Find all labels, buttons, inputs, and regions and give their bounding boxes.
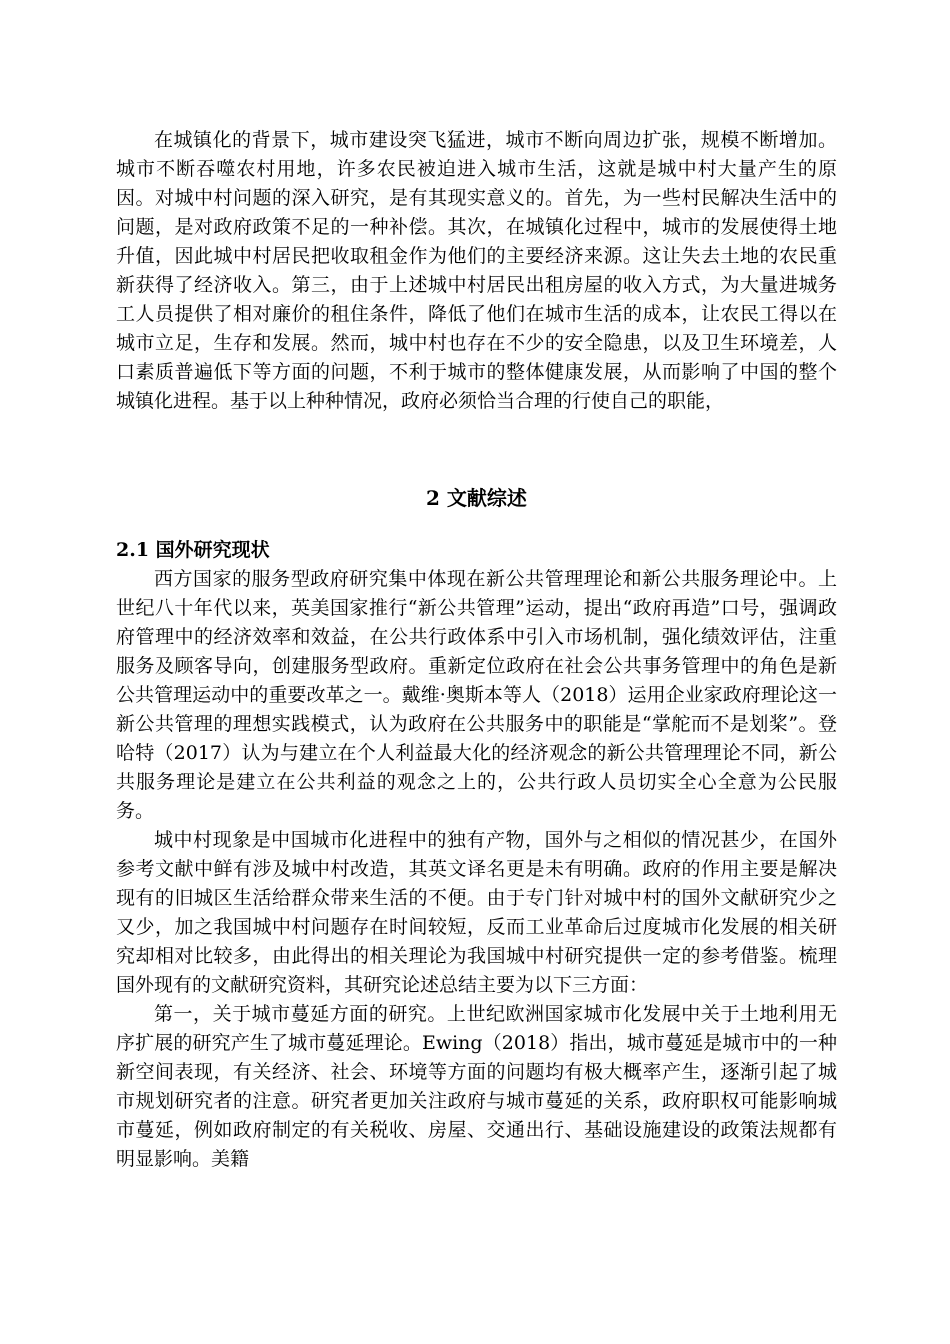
intro-paragraph: 在城镇化的背景下，城市建设突飞猛进，城市不断向周边扩张，规模不断增加。城市不断吞噬农村用地，许多农民被迫进入城市生活，这就是城中村大量产生的原因。对城中村问题的深入研究，是有其现实意义的。首先，为一些村民解决生活中的问题，是对政府政策不足的一种补偿。其次，在城镇化过程中，城市的发展使得土地升值，因此城中村居民把收取租金作为他们的主要经济来源。这让失去土地的农民重新获得了经济收入。第三，由于上述城中村居民出租房屋的收入方式，为大量进城务工人员提供了相对廉价的租住条件，降低了他们在城市生活的成本，让农民工得以在城市立足，生存和发展。然而，城中村也存在不少的安全隐患，以及卫生环境差，人口素质普遍低下等方面的问题，不利于城市的整体健康发展，从而影响了中国的整个城镇化进程。基于以上种种情况，政府必须恰当合理的行使自己的职能，: [116, 129, 837, 412]
body-paragraph: 第一，关于城市蔓延方面的研究。上世纪欧洲国家城市化发展中关于土地利用无序扩展的研究产生了城市蔓延理论。Ewing（2018）指出，城市蔓延是城市中的一种新空间表现，有关经济、社会、环境等方面的问题均有极大概率产生，逐渐引起了城市规划研究者的注意。研究者更加关注政府与城市蔓延的关系，政府职权可能影响城市蔓延，例如政府制定的有关税收、房屋、交通出行、基础设施建设的政策法规都有明显影响。美籍: [116, 1003, 837, 1170]
body-paragraph: 城中村现象是中国城市化进程中的独有产物，国外与之相似的情况甚少，在国外参考文献中鲜有涉及城中村改造，其英文译名更是未有明确。政府的作用主要是解决现有的旧城区生活给群众带来生活的不便。由于专门针对城中村的国外文献研究少之又少，加之我国城中村问题存在时间较短，反而工业革命后过度城市化发展的相关研究却相对比较多，由此得出的相关理论为我国城中村研究提供一定的参考借鉴。梳理国外现有的文献研究资料，其研究论述总结主要为以下三方面：: [116, 829, 837, 996]
section-title: 2 文献综述: [426, 486, 527, 510]
intro-section: [116, 126, 837, 416]
foreign-research-section: [116, 565, 837, 1174]
body-paragraph: 西方国家的服务型政府研究集中体现在新公共管理理论和新公共服务理论中。上世纪八十年代以来，英美国家推行“新公共管理”运动，提出“政府再造”口号，强调政府管理中的经济效率和效益，在公共行政体系中引入市场机制，强化绩效评估，注重服务及顾客导向，创建服务型政府。重新定位政府在社会公共事务管理中的角色是新公共管理运动中的重要改革之一。戴维·奥斯本等人（2018）运用企业家政府理论这一新公共管理的理想实践模式，认为政府在公共服务中的职能是“掌舵而不是划桨”。登哈特（2017）认为与建立在个人利益最大化的经济观念的新公共管理理论不同，新公共服务理论是建立在公共利益的观念之上的，公共行政人员切实全心全意为公民服务。: [116, 568, 837, 822]
subsection-title: 2.1 国外研究现状: [116, 539, 270, 561]
